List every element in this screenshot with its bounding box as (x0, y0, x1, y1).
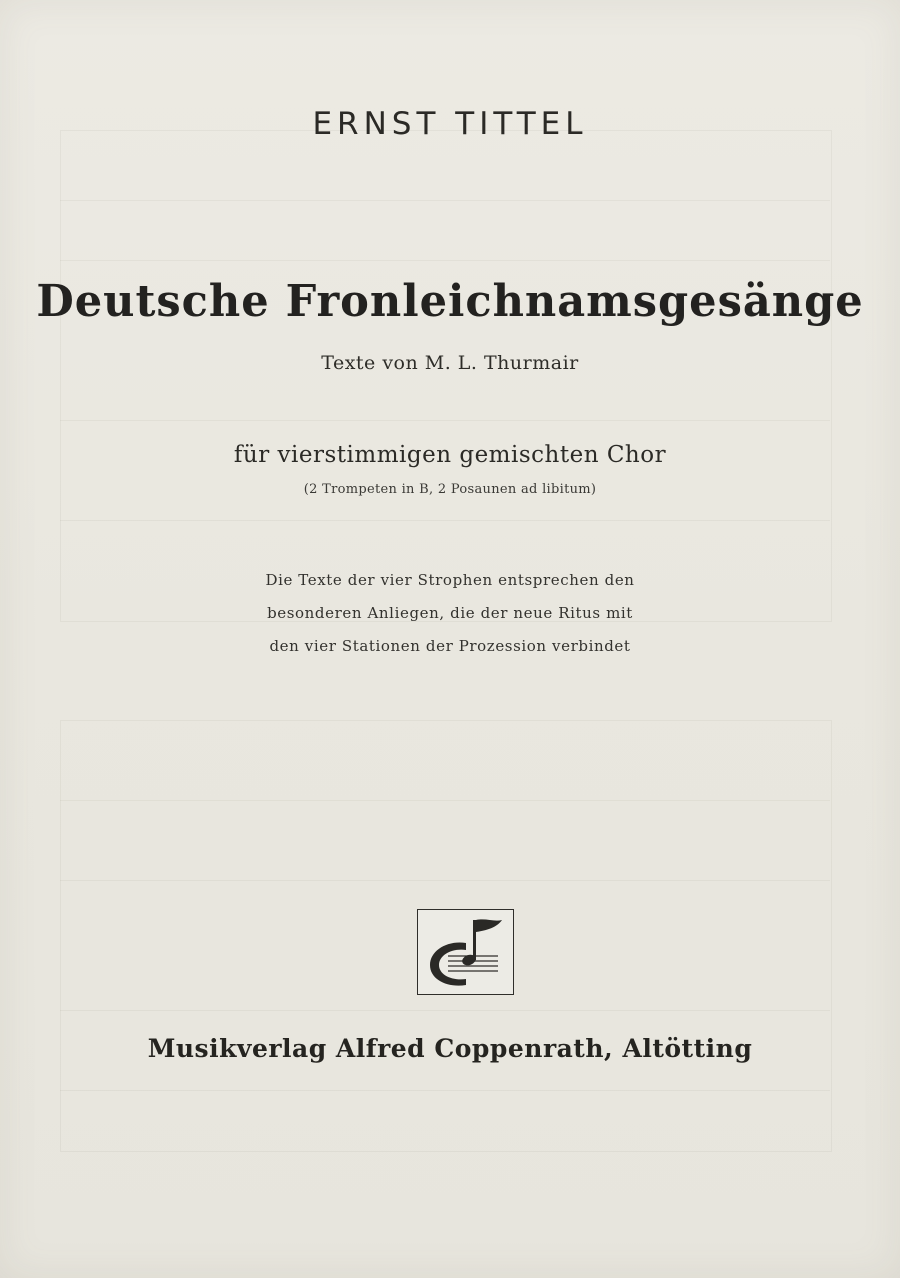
show-through-line (60, 1090, 830, 1091)
description-line: besonderen Anliegen, die der neue Ritus mit (267, 604, 633, 622)
description (0, 564, 900, 663)
choir-scoring: für vierstimmigen gemischten Chor (233, 442, 667, 468)
instrument-note: (2 Trompeten in B, 2 Posaunen ad libitum) (303, 482, 597, 497)
description-line: den vier Stationen der Prozession verbindet (269, 637, 631, 655)
show-through-line (60, 200, 830, 201)
show-through-line (60, 260, 830, 261)
page-title: Deutsche Fronleichnamsgesänge (36, 276, 864, 327)
text-author: Texte von M. L. Thurmair (321, 352, 579, 374)
publisher-logo-note-icon (417, 909, 514, 995)
show-through-line (60, 1010, 830, 1011)
show-through-staff-block (60, 130, 832, 622)
show-through-line (60, 520, 830, 521)
show-through-line (60, 880, 830, 881)
publisher-name: Musikverlag Alfred Coppenrath, Altötting (147, 1034, 753, 1063)
show-through-line (60, 800, 830, 801)
composer-name: ERNST TITTEL (312, 106, 588, 142)
description-line: Die Texte der vier Strophen entsprechen den (265, 571, 635, 589)
show-through-line (60, 420, 830, 421)
